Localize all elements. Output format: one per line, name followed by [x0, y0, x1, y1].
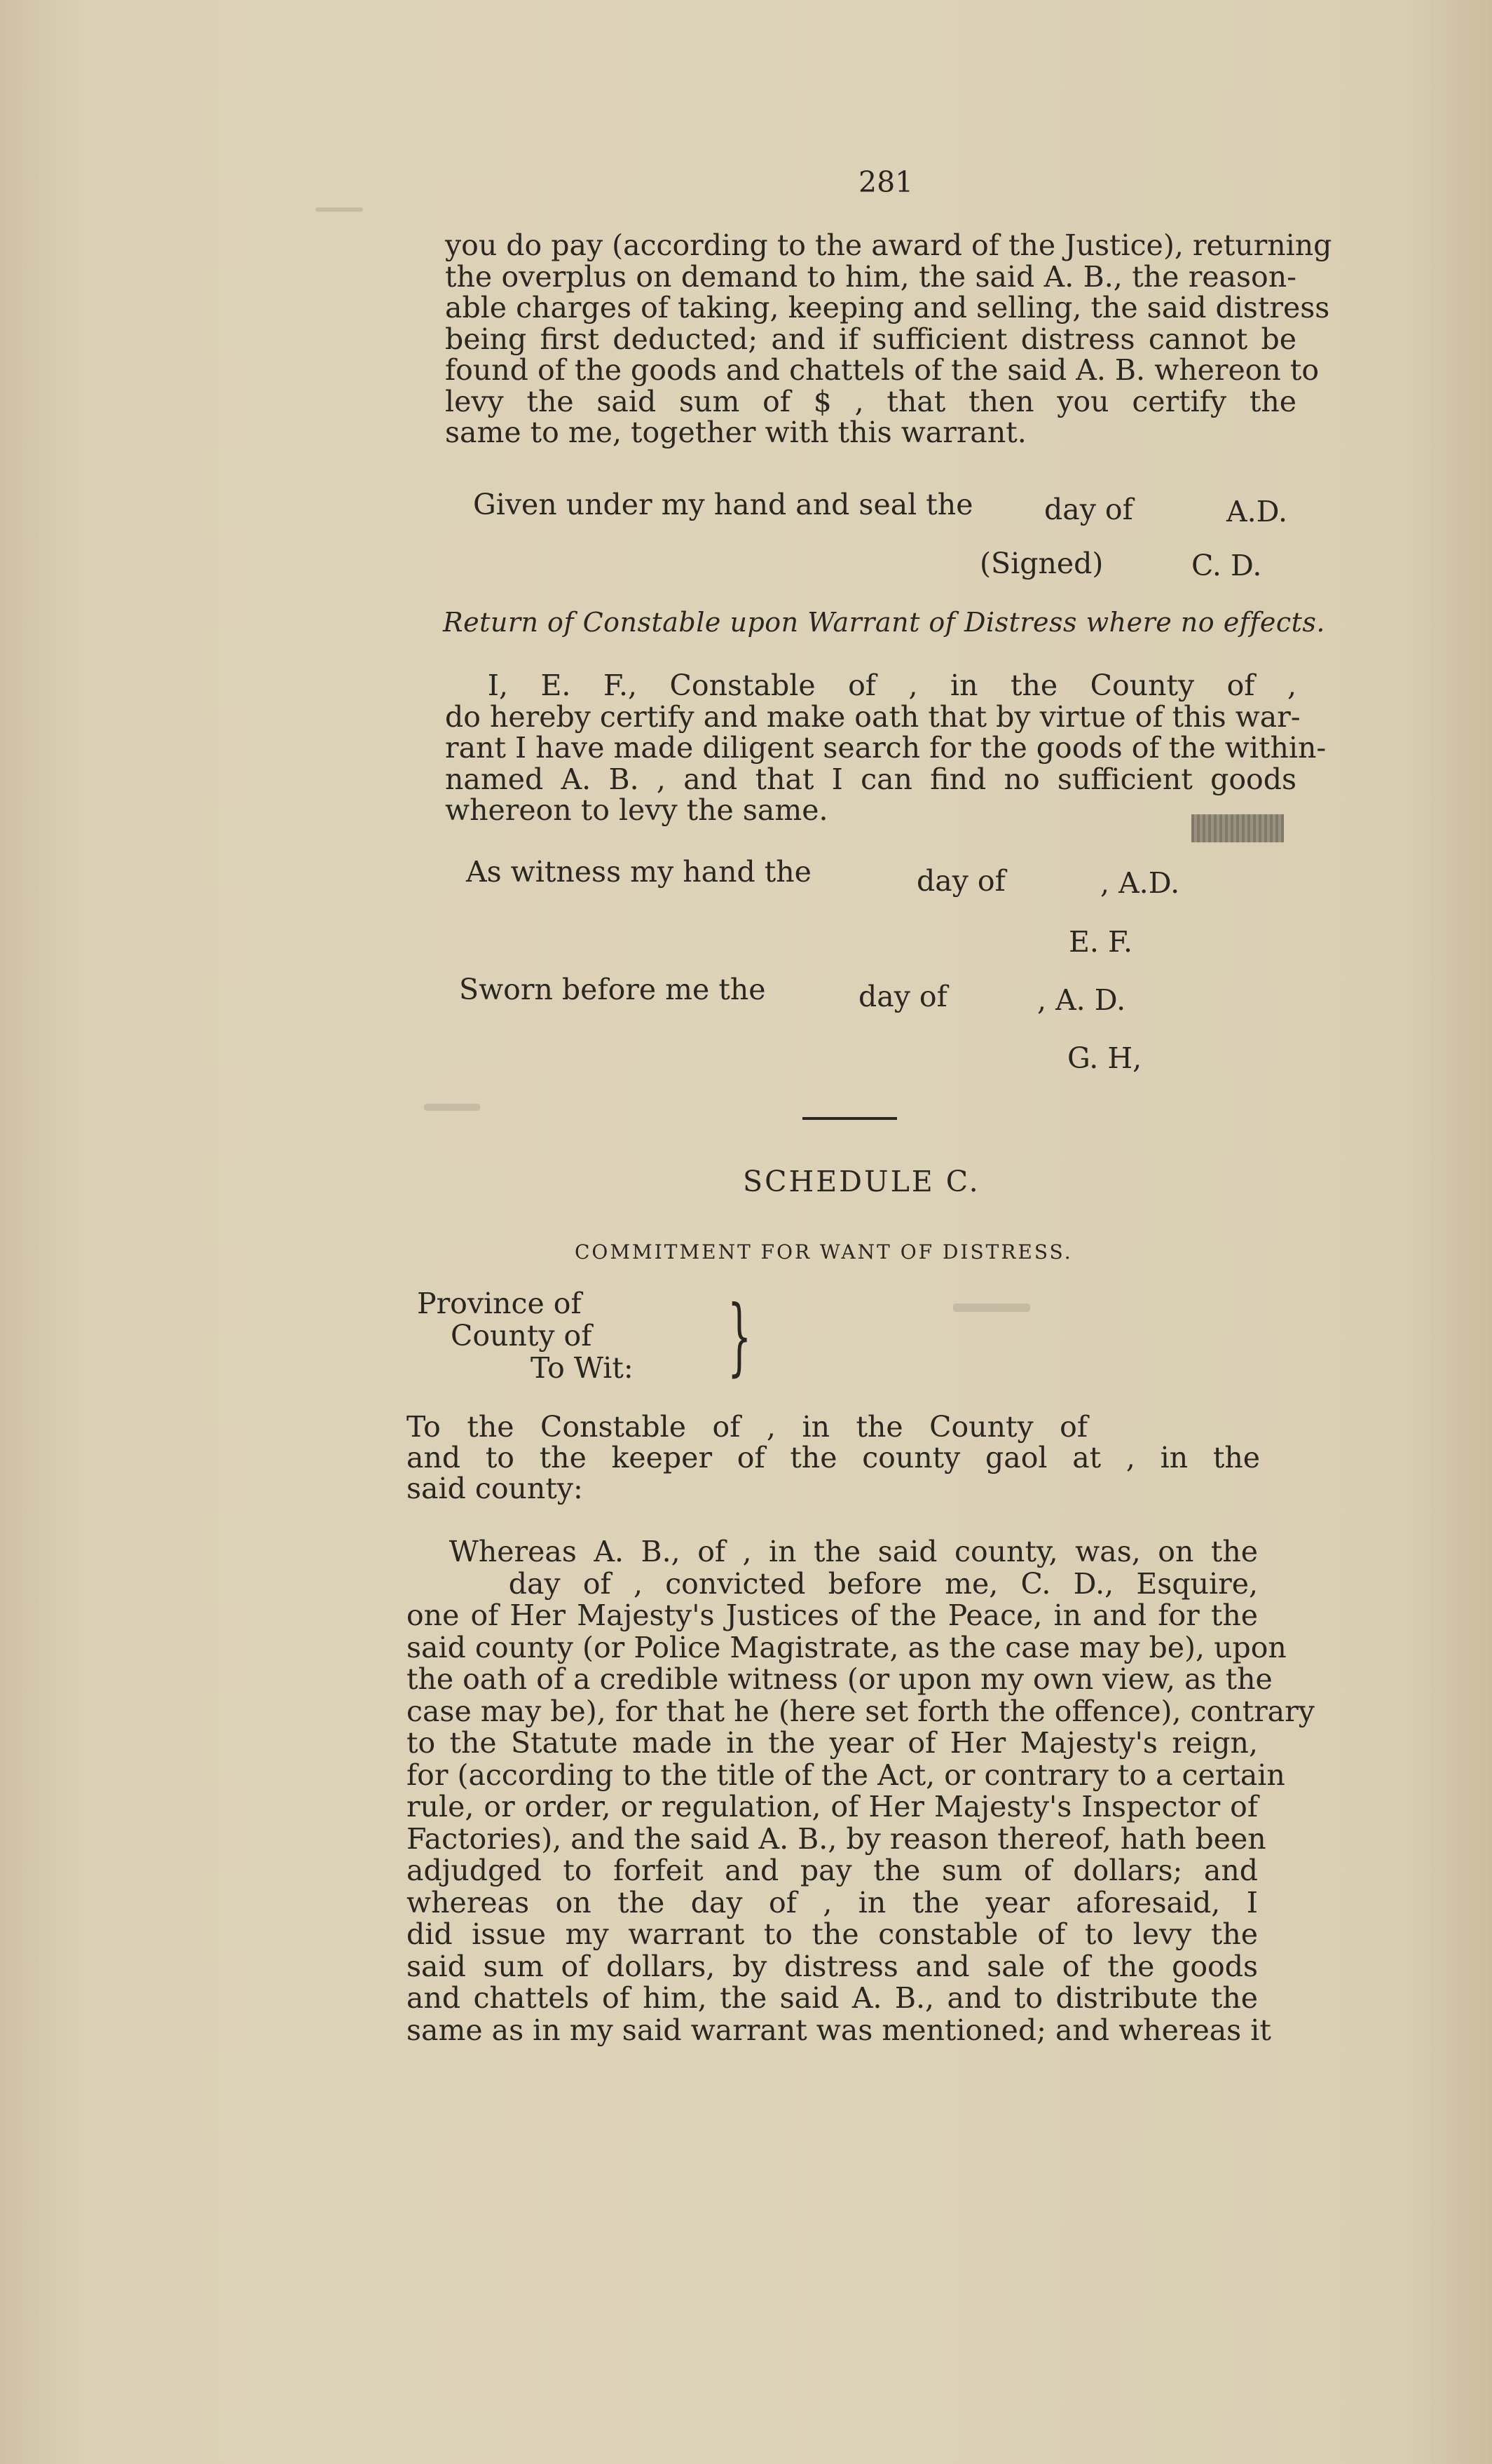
- sworn-ad: , A. D.: [1037, 983, 1126, 1017]
- sworn-name: G. H,: [1067, 1041, 1142, 1075]
- text-line: the overplus on demand to him, the said A. B., the reason-: [445, 259, 1296, 294]
- margin-smudge: [424, 1104, 480, 1111]
- commitment-recital-paragraph: [406, 1535, 1315, 2047]
- text-line: able charges of taking, keeping and selling, the said distress: [445, 291, 1330, 324]
- text-line: named A. B. , and that I can find no sufficient goods: [445, 762, 1296, 796]
- text-line: and to the keeper of the county gaol at , in the: [406, 1441, 1260, 1474]
- text-line: you do pay (according to the award of the Justice), returning: [445, 228, 1332, 262]
- witness-day-of: day of: [917, 864, 1006, 898]
- venue-brace: }: [727, 1288, 752, 1385]
- given-ad: A.D.: [1226, 495, 1288, 528]
- text-line: I, E. F., Constable of , in the County of ,: [487, 669, 1296, 702]
- text-line: do hereby certify and make oath that by virtue of this war-: [445, 699, 1301, 734]
- commitment-address: [406, 1411, 1260, 1504]
- witness-ad: , A.D.: [1100, 866, 1180, 900]
- text-line: same to me, together with this warrant.: [445, 416, 1027, 449]
- sworn-day-of: day of: [858, 980, 947, 1013]
- venue-province: Province of: [417, 1287, 582, 1320]
- section-divider: [802, 1117, 897, 1120]
- constable-return-paragraph: [445, 669, 1327, 827]
- warrant-continuation-paragraph: [445, 228, 1332, 449]
- text-line: adjudged to forfeit and pay the sum of dollars; and: [406, 1854, 1258, 1887]
- text-line: said county (or Police Magistrate, as the case may be), upon: [406, 1630, 1287, 1664]
- venue-to-wit: To Wit:: [531, 1351, 634, 1385]
- text-line: one of Her Majesty's Justices of the Peace, in and for the: [406, 1599, 1258, 1632]
- venue-county: County of: [451, 1319, 592, 1353]
- text-line: found of the goods and chattels of the said A. B. whereon to: [445, 353, 1320, 387]
- schedule-subtitle: COMMITMENT FOR WANT OF DISTRESS.: [575, 1240, 1073, 1264]
- text-line: rule, or order, or regulation, of Her Majesty's Inspector of: [406, 1790, 1258, 1823]
- text-line: whereon to levy the same.: [445, 793, 828, 827]
- signed-name: C. D.: [1191, 549, 1262, 582]
- schedule-title: SCHEDULE C.: [743, 1165, 980, 1198]
- witness-clause: As witness my hand the: [466, 855, 812, 889]
- return-heading: Return of Constable upon Warrant of Distress where no effects.: [443, 607, 1325, 638]
- text-line: To the Constable of , in the County of: [406, 1410, 1088, 1444]
- page-number: 281: [858, 165, 914, 199]
- text-line: day of , convicted before me, C. D., Esquire,: [508, 1566, 1258, 1601]
- text-line: the oath of a credible witness (or upon my own view, as the: [406, 1662, 1273, 1696]
- text-line: to the Statute made in the year of Her Majesty's reign,: [406, 1726, 1258, 1760]
- text-line: said sum of dollars, by distress and sale of the goods: [406, 1949, 1258, 1983]
- margin-smudge: [315, 207, 363, 212]
- text-line: levy the said sum of $ , that then you certify the: [445, 384, 1296, 418]
- witness-name: E. F.: [1069, 925, 1133, 959]
- text-line: Factories), and the said A. B., by reason thereof, hath been: [406, 1821, 1266, 1856]
- signed-label: (Signed): [980, 547, 1104, 580]
- text-line: and chattels of him, the said A. B., and to distribute the: [406, 1981, 1258, 2015]
- text-line: Whereas A. B., of , in the said county, was, on the: [449, 1535, 1258, 1568]
- given-day-of: day of: [1044, 493, 1133, 526]
- text-line: for (according to the title of the Act, or contrary to a certain: [406, 1758, 1285, 1792]
- text-line: whereas on the day of , in the year aforesaid, I: [406, 1885, 1258, 1919]
- text-line: rant I have made diligent search for the goods of the within-: [445, 731, 1327, 765]
- ink-stamp-mark: [1191, 814, 1284, 842]
- sworn-clause: Sworn before me the: [459, 973, 766, 1006]
- text-line: said county:: [406, 1472, 583, 1505]
- given-clause: Given under my hand and seal the: [473, 488, 973, 521]
- text-line: same as in my said warrant was mentioned; and whereas it: [406, 2013, 1271, 2047]
- text-line: being first deducted; and if sufficient distress cannot be: [445, 322, 1296, 356]
- text-line: did issue my warrant to the constable of to levy the: [406, 1917, 1258, 1951]
- text-line: case may be), for that he (here set forth the offence), contrary: [406, 1694, 1315, 1728]
- margin-smudge: [953, 1303, 1030, 1312]
